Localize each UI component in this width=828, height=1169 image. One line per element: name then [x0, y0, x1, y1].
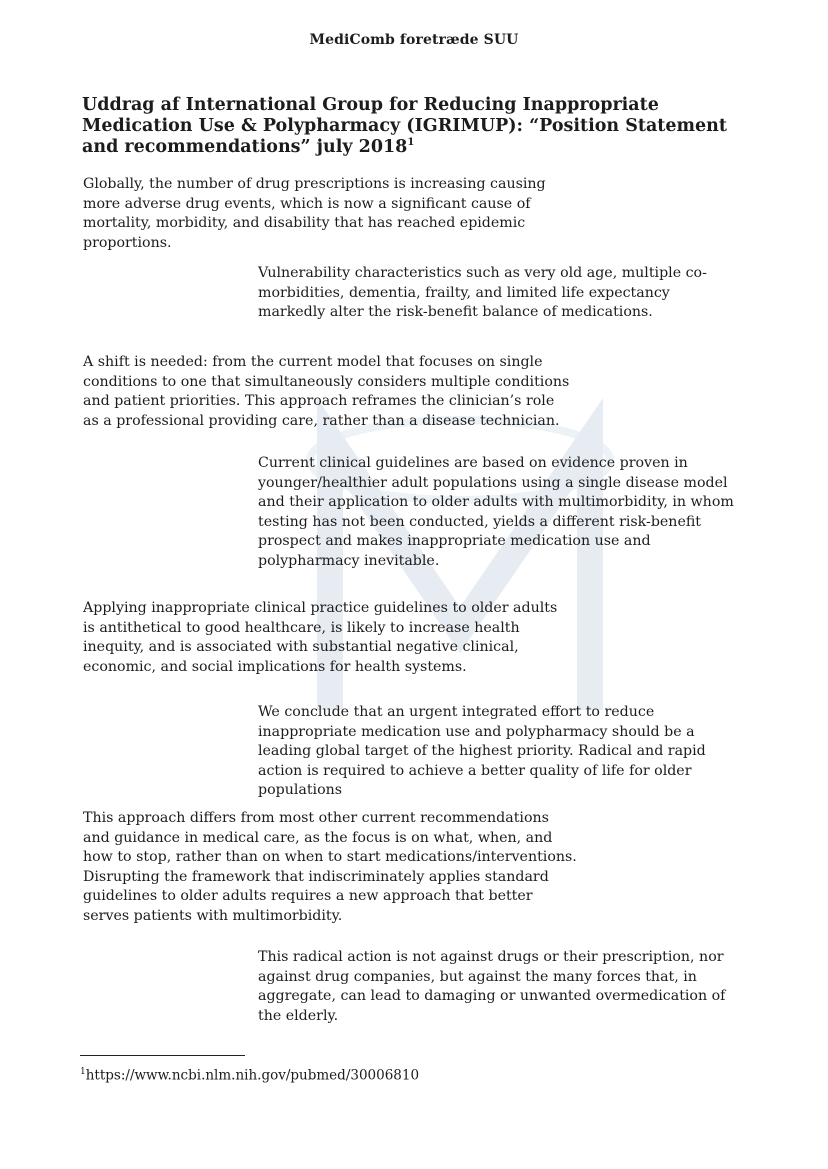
- paragraph-approach-differs: This approach differs from most other current recommendations and guidance in medical care, as the focus is on what, when, and how to stop, rather than on when to start medications/interventions. Disrupting the framework that indiscriminately applies standard guidelines to older adults requires a new approach that better serves patients with multimorbidity.: [83, 810, 577, 924]
- document-title: [82, 95, 762, 158]
- title-footnote-ref: 1: [407, 137, 415, 149]
- paragraph-vulnerability: Vulnerability characteristics such as very old age, multiple co-morbidities, dementia, frailty, and limited life expectancy markedly alter the risk-benefit balance of medications.: [258, 265, 707, 321]
- footnote-link[interactable]: https://www.ncbi.nlm.nih.gov/pubmed/30006810: [85, 1067, 420, 1084]
- paragraph-shift-needed: A shift is needed: from the current model that focuses on single conditions to one that simultaneously considers multiple conditions and patient priorities. This approach reframes the clinician’s role as a professional providing care, rather than a disease technician.: [83, 354, 570, 429]
- footnote-divider: [80, 1055, 245, 1056]
- paragraph-radical-action: This radical action is not against drugs or their prescription, nor against drug companies, but against the many forces that, in aggregate, can lead to damaging or unwanted overmedication of the elderly.: [258, 949, 726, 1024]
- paragraph-inappropriate-guidelines: Applying inappropriate clinical practice guidelines to older adults is antithetical to good healthcare, is likely to increase health inequity, and is associated with substantial negative clinical, economic, and social implications for health systems.: [83, 600, 558, 675]
- paragraph-conclusion: We conclude that an urgent integrated effort to reduce inappropriate medication use and polypharmacy should be a leading global target of the highest priority. Radical and rapid action is required to achieve a better quality of life for older populations: [258, 704, 706, 799]
- paragraph-clinical-guidelines: Current clinical guidelines are based on evidence proven in younger/healthier adult populations using a single disease model and their application to older adults with multimorbidity, in whom testing has not been conducted, yields a different risk-benefit prospect and makes inappropriate medication use and polypharmacy inevitable.: [258, 455, 734, 569]
- footnote: [80, 1063, 419, 1085]
- footnote-marker: 1: [80, 1067, 86, 1077]
- page-header: MediComb foretræde SUU: [309, 32, 519, 48]
- title-text: Uddrag af International Group for Reducing Inappropriate Medication Use & Polypharmacy (IGRIMUP): “Position Statement and recommendations” july 2018: [82, 95, 727, 157]
- paragraph-global-prescriptions: Globally, the number of drug prescriptions is increasing causing more adverse drug events, which is now a significant cause of mortality, morbidity, and disability that has reached epidemic proportions.: [83, 176, 546, 251]
